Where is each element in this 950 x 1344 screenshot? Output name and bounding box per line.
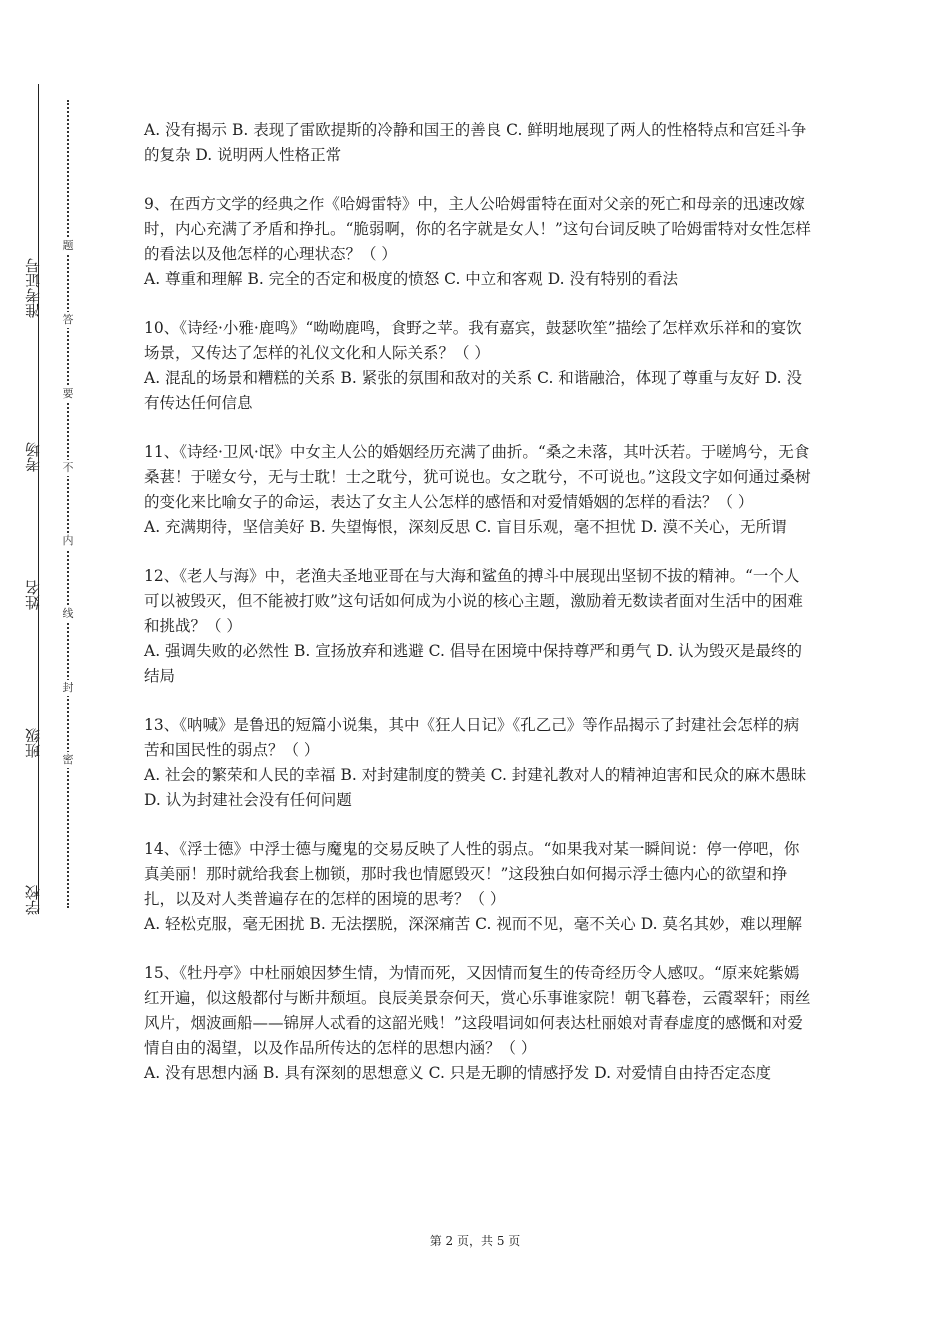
question-block: [144, 192, 814, 292]
answer-options: A. 尊重和理解 B. 完全的否定和极度的愤怒 C. 中立和客观 D. 没有特别的看法: [144, 270, 678, 288]
question-stem: 15、《牡丹亭》中杜丽娘因梦生情，为情而死，又因情而复生的传奇经历令人感叹。“原来姹紫嫣红开遍，似这般都付与断井颓垣。良辰美景奈何天，赏心乐事谁家院！朝飞暮卷，云霞翠轩；雨丝风片，烟波画船——锦屏人忒看的这韶光贱！”这段唱词如何表达杜丽娘对青春虚度的感慨和对爱情自由的渴望，以及作品所传达的怎样的思想内涵？（ ）: [144, 964, 811, 1057]
question-stem: 11、《诗经·卫风·氓》中女主人公的婚姻经历充满了曲折。“桑之未落，其叶沃若。于嗟鸠兮，无食桑葚！于嗟女兮，无与士耽！士之耽兮，犹可说也。女之耽兮，不可说也。”这段文字如何通过桑树的变化来比喻女子的命运，表达了女主人公怎样的感悟和对爱情婚姻的怎样的看法？（ ）: [144, 443, 811, 511]
seal-char: 封: [60, 680, 76, 696]
exam-room-label: 考场: [24, 442, 42, 472]
question-stem: 9、在西方文学的经典之作《哈姆雷特》中，主人公哈姆雷特在面对父亲的死亡和母亲的迅速改嫁时，内心充满了矛盾和挣扎。“脆弱啊，你的名字就是女人！”这句台词反映了哈姆雷特对女性怎样的看法以及他怎样的心理状态？（ ）: [144, 195, 811, 263]
seal-char: 不: [60, 460, 76, 476]
answer-options: A. 没有揭示 B. 表现了雷欧提斯的冷静和国王的善良 C. 鲜明地展现了两人的性格特点和宫廷斗争的复杂 D. 说明两人性格正常: [144, 121, 807, 164]
question-block: [144, 713, 814, 813]
seal-char: 要: [60, 386, 76, 402]
question-block: [144, 316, 814, 416]
answer-options: A. 强调失败的必然性 B. 宣扬放弃和逃避 C. 倡导在困境中保持尊严和勇气 D. 认为毁灭是最终的结局: [144, 642, 802, 685]
answer-options: A. 混乱的场景和糟糕的关系 B. 紧张的氛围和敌对的关系 C. 和谐融洽，体现了尊重与友好 D. 没有传达任何信息: [144, 369, 802, 412]
seal-char: 内: [60, 533, 76, 549]
exam-number-label: 准考证号: [24, 258, 42, 318]
question-block: [144, 440, 814, 540]
seal-char: 题: [60, 238, 76, 254]
question-stem: 14、《浮士德》中浮士德与魔鬼的交易反映了人性的弱点。“如果我对某一瞬间说：停一停吧，你真美丽！那时就给我套上枷锁，那时我也情愿毁灭！”这段独白如何揭示浮士德内心的欲望和挣扎，以及对人类普遍存在的怎样的困境的思考？（ ）: [144, 840, 800, 908]
page-number: 第 2 页，共 5 页: [429, 1234, 521, 1248]
school-label: 学校: [24, 885, 42, 915]
name-label: 姓名: [24, 580, 42, 610]
question-block: [144, 564, 814, 689]
seal-char: 线: [60, 606, 76, 622]
binding-solid-line: [38, 84, 39, 914]
question-block: [144, 961, 814, 1086]
answer-options: A. 社会的繁荣和人民的幸福 B. 对封建制度的赞美 C. 封建礼教对人的精神迫害和民众的麻木愚昧 D. 认为封建社会没有任何问题: [144, 766, 807, 809]
binding-dotted-line: [67, 100, 69, 908]
seal-char: 答: [60, 312, 76, 328]
answer-options: A. 充满期待，坚信美好 B. 失望悔恨，深刻反思 C. 盲目乐观，毫不担忧 D. 漠不关心，无所谓: [144, 518, 787, 536]
seal-char: 密: [60, 752, 76, 768]
question-stem: 13、《呐喊》是鲁迅的短篇小说集，其中《狂人日记》《孔乙己》等作品揭示了封建社会怎样的病苦和国民性的弱点？（ ）: [144, 716, 800, 759]
question-content: [144, 118, 814, 1110]
question-block: [144, 118, 814, 168]
question-block: [144, 837, 814, 937]
question-stem: 10、《诗经·小雅·鹿鸣》“呦呦鹿鸣，食野之苹。我有嘉宾，鼓瑟吹笙”描绘了怎样欢乐祥和的宴饮场景，又传达了怎样的礼仪文化和人际关系？（ ）: [144, 319, 802, 362]
class-label: 班级: [24, 728, 42, 758]
question-stem: 12、《老人与海》中，老渔夫圣地亚哥在与大海和鲨鱼的搏斗中展现出坚韧不拔的精神。“一个人可以被毁灭，但不能被打败”这句话如何成为小说的核心主题，激励着无数读者面对生活中的困难和挑战？（ ）: [144, 567, 803, 635]
answer-options: A. 轻松克服，毫无困扰 B. 无法摆脱，深深痛苦 C. 视而不见，毫不关心 D. 莫名其妙，难以理解: [144, 915, 802, 933]
answer-options: A. 没有思想内涵 B. 具有深刻的思想意义 C. 只是无聊的情感抒发 D. 对爱情自由持否定态度: [144, 1064, 771, 1082]
